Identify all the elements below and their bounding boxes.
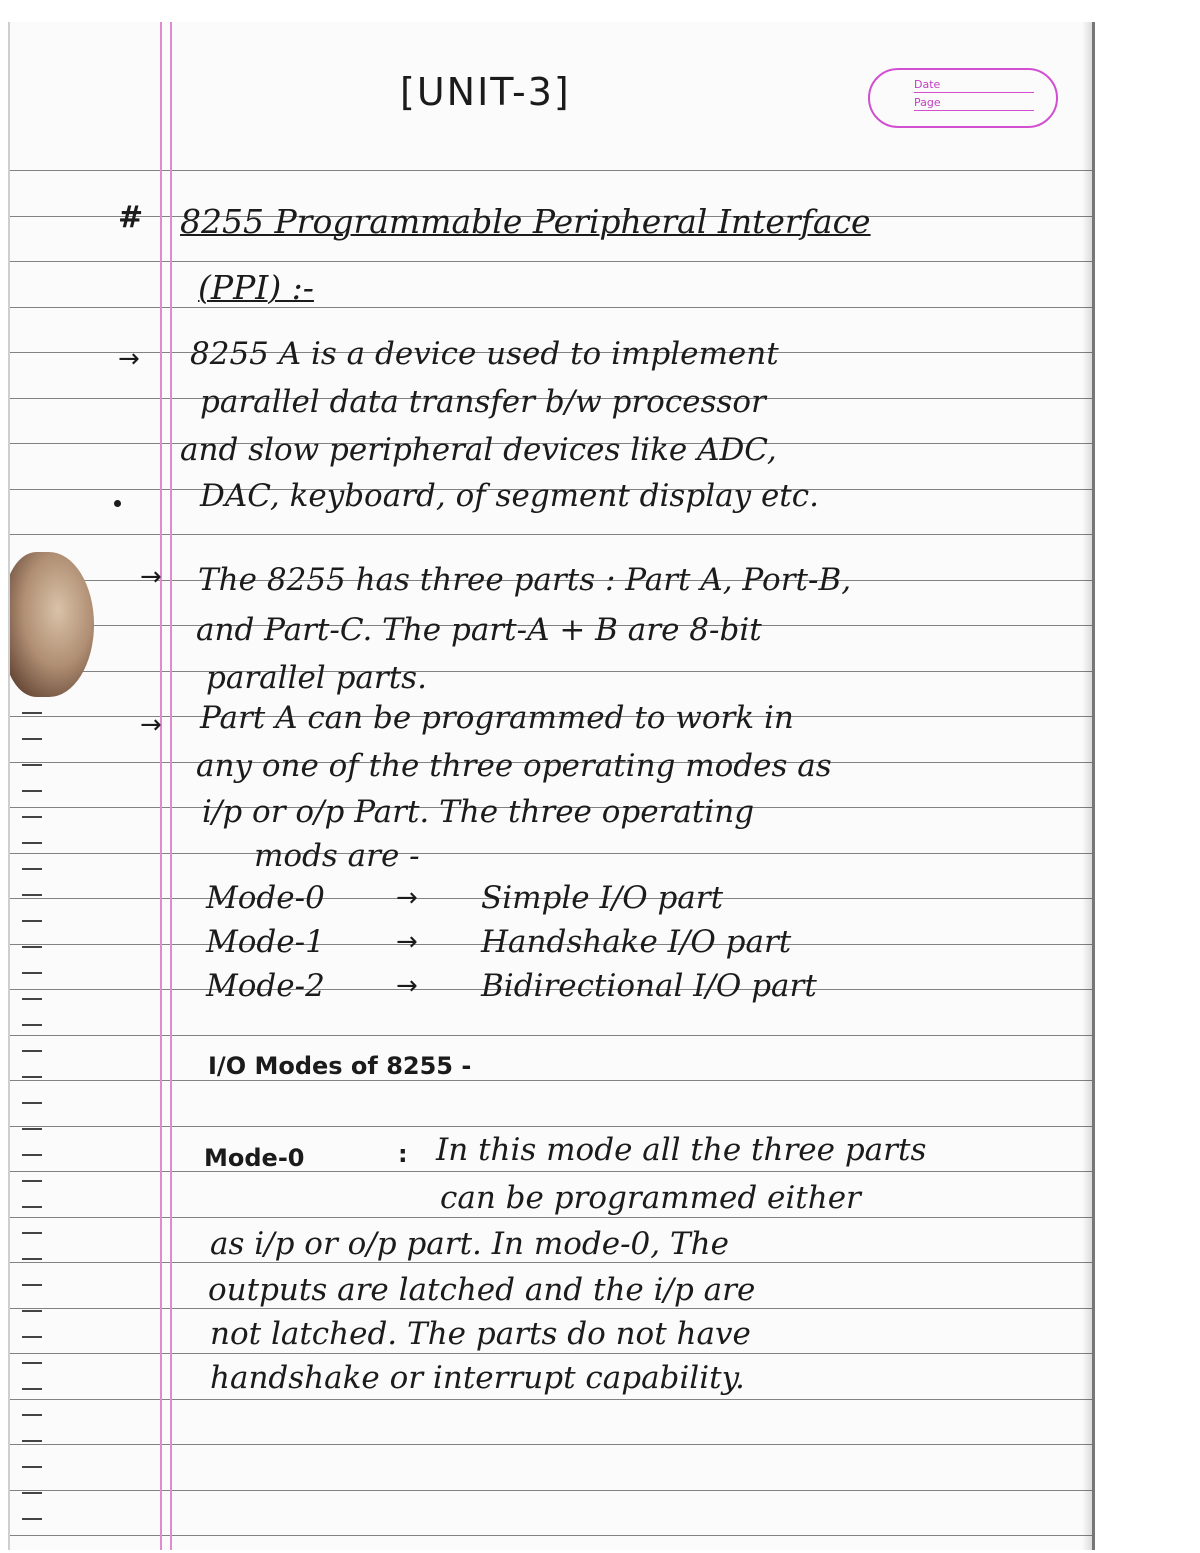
ruled-line [10,1444,1092,1445]
para1-line: parallel data transfer b/w processor [200,384,766,420]
binding-tick [22,842,42,844]
io-modes-heading: I/O Modes of 8255 - [208,1052,472,1080]
binding-tick [22,998,42,1000]
ruled-line [10,307,1092,308]
binding-tick [22,1206,42,1208]
ruled-line [10,534,1092,535]
mode-label: Mode-0 [206,880,325,916]
binding-tick [22,712,42,714]
margin-line [170,22,172,1550]
para3-line: i/p or o/p Part. The three operating [202,794,755,830]
arrow-bullet: → [140,562,162,592]
binding-tick [22,790,42,792]
binding-tick [22,1466,42,1468]
mode-description: Handshake I/O part [481,924,792,960]
para1-line: and slow peripheral devices like ADC, [180,432,777,468]
binding-tick [22,1180,42,1182]
para2-line: parallel parts. [206,660,427,696]
arrow-bullet: → [140,710,162,740]
binding-tick [22,738,42,740]
mode0-line: can be programmed either [440,1180,861,1216]
mode0-line: outputs are latched and the i/p are [208,1272,756,1308]
mode-list-item [206,880,1006,920]
binding-tick [22,868,42,870]
ruled-line [10,1535,1092,1536]
mode-description: Bidirectional I/O part [481,968,817,1004]
arrow-icon: → [396,971,418,1001]
ruled-line [10,1262,1092,1263]
mode-list-item [206,968,1006,1008]
mode0-line: as i/p or o/p part. In mode-0, The [210,1226,729,1262]
binding-tick [22,1518,42,1520]
mode-label: Mode-2 [206,968,325,1004]
stray-dot [114,500,121,507]
ruled-line [10,671,1092,672]
binding-tick [22,1050,42,1052]
binding-tick [22,1232,42,1234]
arrow-bullet: → [118,344,140,374]
margin-line [160,22,162,1550]
ruled-line [10,1035,1092,1036]
ruled-line [10,1217,1092,1218]
ruled-line [10,1126,1092,1127]
ruled-line [10,261,1092,262]
binding-tick [22,894,42,896]
hash-symbol: # [118,200,144,235]
mode0-line: not latched. The parts do not have [210,1316,751,1352]
ruled-line [10,853,1092,854]
ruled-line [10,1399,1092,1400]
ruled-line [10,1080,1092,1081]
mode-label: Mode-1 [206,924,325,960]
binding-tick [22,1076,42,1078]
binding-tick [22,1154,42,1156]
binding-tick [22,972,42,974]
binding-tick [22,764,42,766]
binding-tick [22,946,42,948]
binding-tick [22,1024,42,1026]
ruled-line [10,1490,1092,1491]
binding-tick [22,1362,42,1364]
arrow-icon: → [396,883,418,913]
para3-line: any one of the three operating modes as [196,748,832,784]
para3-line: mods are - [254,838,420,874]
ruled-line [10,1353,1092,1354]
binding-tick [22,1492,42,1494]
mode0-separator: : [398,1140,408,1168]
binding-tick [22,1414,42,1416]
binding-tick [22,1388,42,1390]
section-heading-line1: 8255 Programmable Peripheral Interface [180,202,871,241]
binding-tick [22,920,42,922]
ruled-line [10,170,1092,171]
binding-tick [22,1284,42,1286]
mode0-line: In this mode all the three parts [436,1132,927,1168]
binding-tick [22,1128,42,1130]
date-page-stamp [868,68,1058,128]
binding-tick [22,1440,42,1442]
para2-line: and Part-C. The part-A + B are 8-bit [196,612,762,648]
binding-tick [22,1310,42,1312]
section-heading-line2: (PPI) :- [198,268,314,307]
mode0-label: Mode-0 [204,1144,305,1172]
ruled-line [10,1171,1092,1172]
binding-tick [22,1336,42,1338]
para1-line: 8255 A is a device used to implement [190,336,779,372]
mode-description: Simple I/O part [481,880,724,916]
para2-line: The 8255 has three parts : Part A, Port-B, [198,562,852,598]
binding-tick [22,1258,42,1260]
page-title: [UNIT-3] [400,70,571,114]
mode-list-item [206,924,1006,964]
stamp-date-label: Date [914,78,1034,93]
thumb [8,552,94,697]
binding-tick [22,816,42,818]
stamp-page-label: Page [914,96,1034,111]
binding-tick [22,1102,42,1104]
mode0-line: handshake or interrupt capability. [210,1360,745,1396]
para3-line: Part A can be programmed to work in [200,700,794,736]
arrow-icon: → [396,927,418,957]
para1-line: DAC, keyboard, of segment display etc. [200,478,819,514]
